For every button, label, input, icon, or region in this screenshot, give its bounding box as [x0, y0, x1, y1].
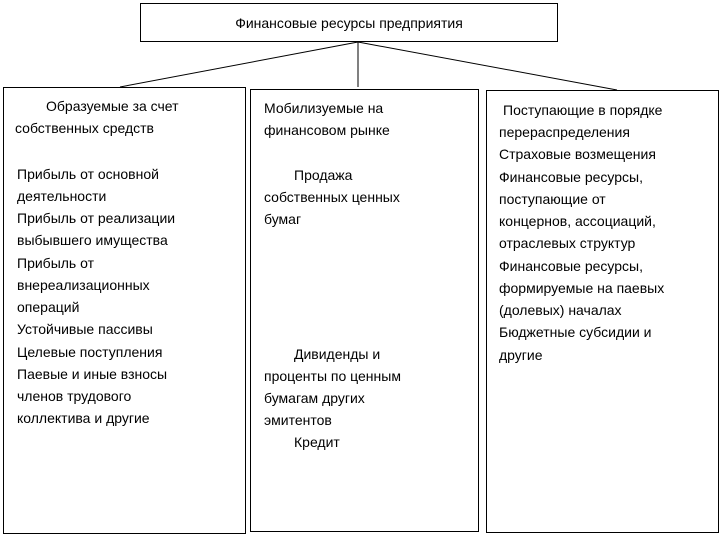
- left-item: Прибыль от: [17, 255, 94, 271]
- mid-item: Дивиденды и: [294, 346, 381, 362]
- right-item: формируемые на паевых: [499, 280, 665, 296]
- left-item: Прибыль от основной: [17, 166, 159, 182]
- connector-right: [358, 42, 617, 90]
- left-item: операций: [17, 299, 80, 315]
- left-item: членов трудового: [17, 388, 132, 404]
- mid-heading-line-1: Мобилизуемые на: [264, 100, 384, 116]
- mid-item: Продажа: [294, 167, 353, 183]
- root-node: [140, 3, 558, 42]
- mid-heading-line-2: финансовом рынке: [264, 122, 390, 138]
- right-item: Финансовые ресурсы,: [499, 169, 643, 185]
- column-financial-market: [250, 89, 479, 532]
- right-item: Бюджетные субсидии и: [499, 324, 652, 340]
- left-item: внереализационных: [17, 277, 150, 293]
- left-item: Устойчивые пассивы: [17, 321, 153, 337]
- left-item: деятельности: [17, 188, 107, 204]
- right-heading-line-1: Поступающие в порядке: [503, 102, 663, 118]
- mid-item: бумаг: [264, 211, 302, 227]
- left-item: Паевые и иные взносы: [17, 366, 168, 382]
- right-item: концернов, ассоциаций,: [499, 213, 656, 229]
- right-item: поступающие от: [499, 191, 606, 207]
- mid-item: собственных ценных: [264, 189, 400, 205]
- mid-item: эмитентов: [264, 412, 332, 428]
- right-item: отраслевых структур: [499, 235, 636, 251]
- left-item: коллектива и другие: [17, 410, 150, 426]
- mid-item: Кредит: [294, 434, 340, 450]
- right-item: Финансовые ресурсы,: [499, 258, 643, 274]
- left-item: Прибыль от реализации: [17, 210, 176, 226]
- mid-item: проценты по ценным: [264, 368, 401, 384]
- root-title: Финансовые ресурсы предприятия: [235, 14, 463, 31]
- right-item: Страховые возмещения: [499, 146, 656, 162]
- right-item: (долевых) началах: [499, 302, 622, 318]
- left-heading-line-2: собственных средств: [15, 120, 154, 136]
- right-item: другие: [499, 347, 543, 363]
- mid-item: бумагам других: [264, 390, 365, 406]
- right-heading-line-2: перераспределения: [499, 124, 630, 140]
- left-heading-line-1: Образуемые за счет: [46, 98, 179, 114]
- left-item: Целевые поступления: [17, 344, 163, 360]
- connector-left: [120, 42, 358, 87]
- left-item: выбывшего имущества: [17, 232, 168, 248]
